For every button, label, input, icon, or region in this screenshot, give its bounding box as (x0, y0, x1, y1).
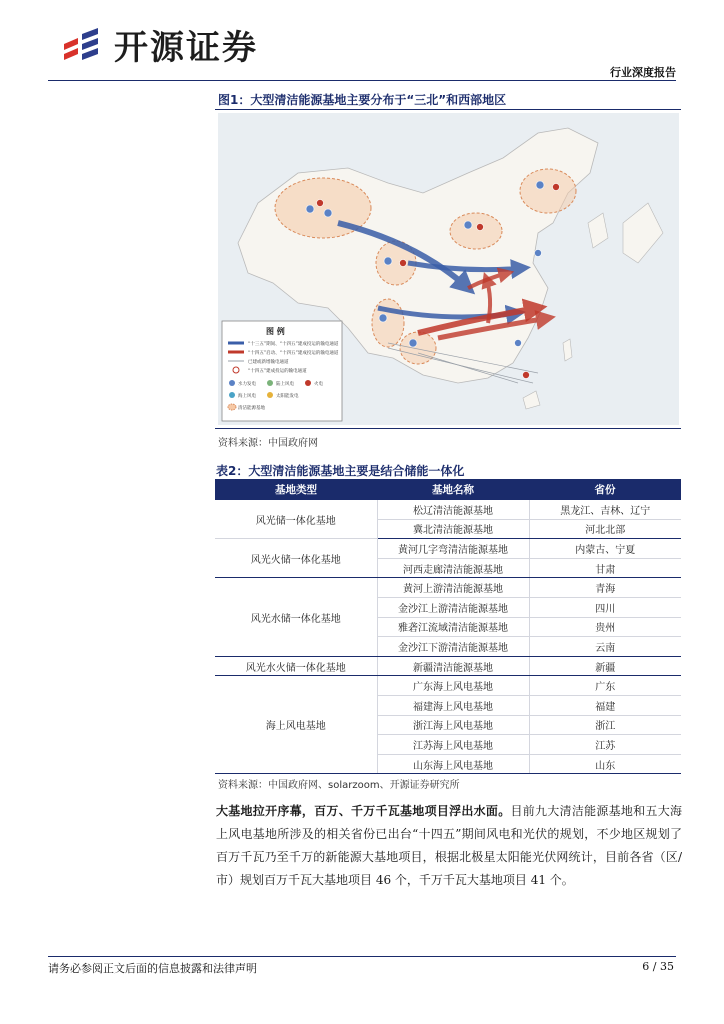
base-name: 雅砻江流域清洁能源基地 (377, 617, 529, 637)
base-name: 新疆清洁能源基地 (377, 656, 529, 676)
company-logo (60, 20, 258, 69)
base-type: 风光水火储一体化基地 (215, 656, 377, 676)
table-row (215, 500, 681, 519)
legend-icon-label-4: 海上风电 (238, 394, 256, 399)
paragraph-body: 目前九大清洁能源基地和五大海上风电基地所涉及的相关省份已出台“十四五”期间风电和光伏的规划，不少地区规划了百万千瓦乃至千万的新能源大基地项目，根据北极星太阳能光伏网统计，目前各省（区/市）规划百万千瓦大基地项目 46 个，千万千瓦大基地项目 41 个。 (216, 804, 682, 887)
base-name: 冀北清洁能源基地 (377, 519, 529, 539)
table-row (215, 676, 681, 696)
body-paragraph (216, 800, 682, 892)
figure-title: 图1：大型清洁能源基地主要分布于“三北”和西部地区 (218, 93, 507, 107)
base-name: 广东海上风电基地 (377, 676, 529, 696)
header-rule (48, 80, 676, 81)
legend-item-3: 已建或新增输电通道 (248, 360, 289, 365)
legend-icon-label-5: 太阳能发电 (276, 394, 299, 399)
base-province: 新疆 (529, 656, 681, 676)
table-row (215, 539, 681, 559)
base-name: 江苏海上风电基地 (377, 735, 529, 755)
table-row (215, 656, 681, 676)
base-type: 风光水储一体化基地 (215, 578, 377, 656)
base-province: 贵州 (529, 617, 681, 637)
legend-icon-label-1: 水力发电 (238, 382, 256, 387)
energy-base-table (215, 479, 681, 774)
figure-bottom-rule (215, 428, 681, 429)
base-province: 内蒙古、宁夏 (529, 539, 681, 559)
base-type: 风光储一体化基地 (215, 500, 377, 539)
table-header-row (215, 479, 681, 500)
map-illustration (218, 113, 679, 425)
report-type: 行业深度报告 (610, 66, 676, 79)
legend-item-1: “十三五”期间、“十四五”建成投运的输电通道 (248, 342, 339, 347)
header-type: 基地类型 (215, 479, 377, 500)
legend-icon-label-6: 清洁能源基地 (238, 406, 265, 411)
base-name: 浙江海上风电基地 (377, 715, 529, 735)
base-province: 山东 (529, 754, 681, 774)
table-row (215, 578, 681, 598)
base-type: 海上风电基地 (215, 676, 377, 774)
base-province: 云南 (529, 637, 681, 657)
logo-mark-icon (60, 24, 106, 66)
map-legend (222, 321, 342, 421)
legend-item-2: “十四五”启动、“十四五”建成投运的输电通道 (248, 351, 339, 356)
table-title: 表2：大型清洁能源基地主要是结合储能一体化 (216, 464, 465, 478)
legend-icon-label-2: 陆上风电 (276, 382, 294, 387)
base-province: 青海 (529, 578, 681, 598)
legend-item-4: “十四五”建成投运的输电通道 (248, 369, 307, 374)
base-name: 山东海上风电基地 (377, 754, 529, 774)
base-name: 金沙江下游清洁能源基地 (377, 637, 529, 657)
base-province: 浙江 (529, 715, 681, 735)
base-province: 福建 (529, 695, 681, 715)
footer-rule (48, 956, 676, 957)
table-source: 资料来源：中国政府网、solarzoom、开源证券研究所 (218, 780, 460, 791)
paragraph-lead: 大基地拉开序幕，百万、千万千瓦基地项目浮出水面。 (216, 804, 511, 818)
base-province: 江苏 (529, 735, 681, 755)
legend-title: 图 例 (266, 327, 285, 336)
logo-text: 开源证券 (114, 28, 258, 68)
base-province: 甘肃 (529, 558, 681, 578)
base-province: 河北北部 (529, 519, 681, 539)
base-name: 黄河几字弯清洁能源基地 (377, 539, 529, 559)
china-energy-base-map (218, 113, 679, 425)
base-name: 黄河上游清洁能源基地 (377, 578, 529, 598)
base-name: 金沙江上游清洁能源基地 (377, 597, 529, 617)
base-type: 风光火储一体化基地 (215, 539, 377, 578)
base-province: 黑龙江、吉林、辽宁 (529, 500, 681, 519)
header-name: 基地名称 (377, 479, 529, 500)
header-province: 省份 (529, 479, 681, 500)
figure-title-rule (215, 109, 681, 110)
footer-disclaimer: 请务必参阅正文后面的信息披露和法律声明 (48, 962, 257, 975)
base-name: 福建海上风电基地 (377, 695, 529, 715)
base-province: 四川 (529, 597, 681, 617)
base-name: 松辽清洁能源基地 (377, 500, 529, 519)
base-name: 河西走廊清洁能源基地 (377, 558, 529, 578)
base-province: 广东 (529, 676, 681, 696)
page-number: 6 / 35 (642, 960, 674, 973)
figure-source: 资料来源：中国政府网 (218, 438, 318, 449)
legend-icon-label-3: 火电 (314, 382, 323, 387)
